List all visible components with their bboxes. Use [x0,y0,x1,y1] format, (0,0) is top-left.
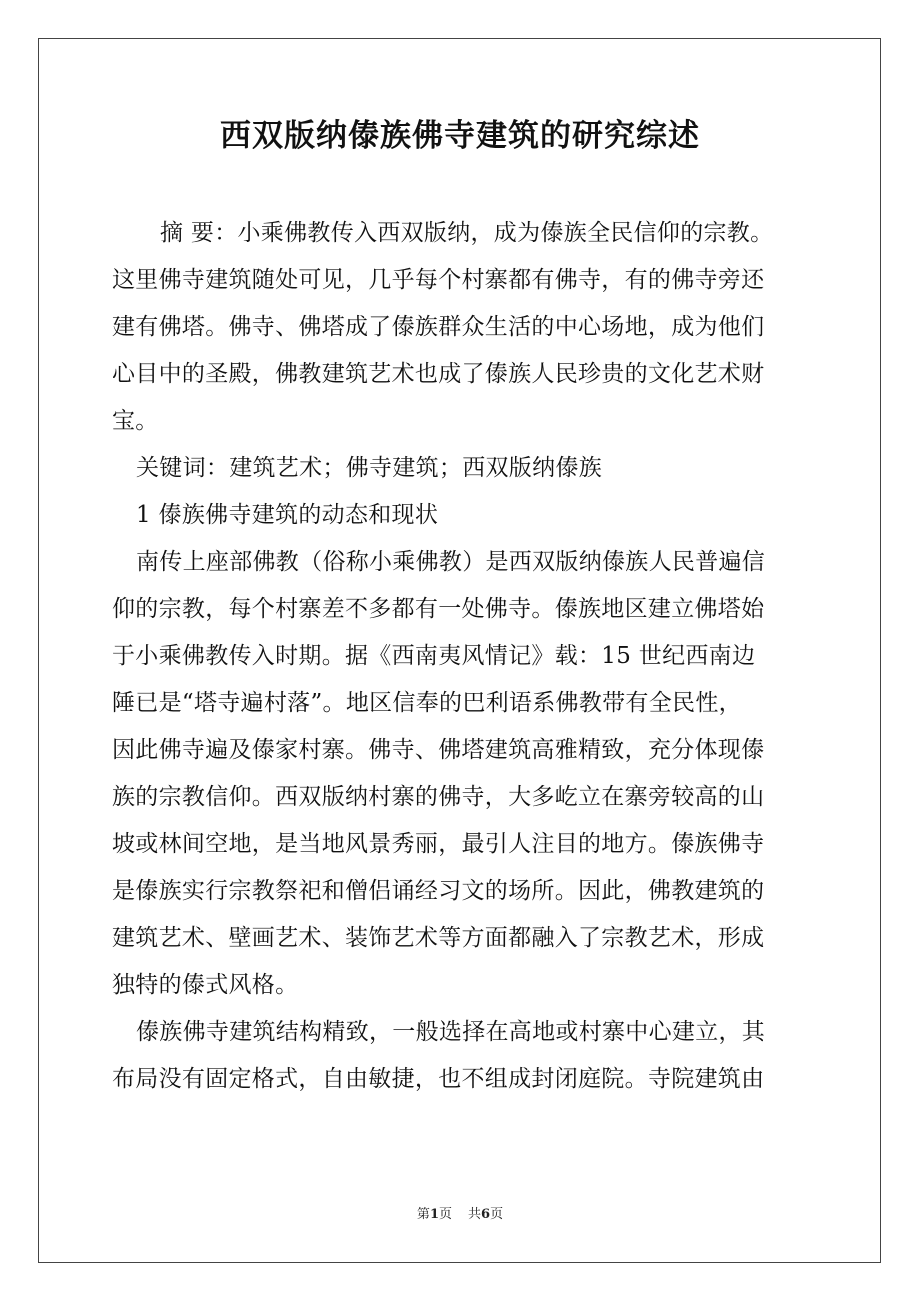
document-body [112,210,812,1103]
paragraph-line: 是傣族实行宗教祭祀和僧侣诵经习文的场所。因此，佛教建筑的 [112,878,765,904]
abstract-line: 建有佛塔。佛寺、佛塔成了傣族群众生活的中心场地，成为他们 [112,314,765,340]
page-label-prefix: 第 [416,1207,430,1222]
current-page-number: 1 [429,1207,439,1222]
paragraph-line: 因此佛寺遍及傣家村寨。佛寺、佛塔建筑高雅精致，充分体现傣 [112,737,765,763]
paragraph-line: 于小乘佛教传入时期。据《西南夷风情记》载：15 世纪西南边 [112,643,756,669]
abstract-line: 心目中的圣殿，佛教建筑艺术也成了傣族人民珍贵的文化艺术财 [112,361,765,387]
keywords-line: 关键词：建筑艺术；佛寺建筑；西双版纳傣族 [136,455,602,481]
abstract-line: 宝。 [112,408,159,434]
paragraph-line: 布局没有固定格式，自由敏捷，也不组成封闭庭院。寺院建筑由 [112,1066,765,1092]
total-label-prefix: 共 [468,1207,482,1222]
paragraph-line: 南传上座部佛教（俗称小乘佛教）是西双版纳傣族人民普遍信 [136,549,766,575]
total-page-number: 6 [481,1207,491,1222]
paragraph-line: 独特的傣式风格。 [112,972,299,998]
page-footer [0,1205,920,1225]
paragraph-line: 仰的宗教，每个村寨差不多都有一处佛寺。傣族地区建立佛塔始 [112,596,765,622]
document-title: 西双版纳傣族佛寺建筑的研究综述 [220,118,700,154]
paragraph-line: 建筑艺术、壁画艺术、装饰艺术等方面都融入了宗教艺术，形成 [112,925,765,951]
section-heading: 1 傣族佛寺建筑的动态和现状 [136,502,439,528]
abstract-line: 摘 要：小乘佛教传入西双版纳，成为傣族全民信仰的宗教。 [160,220,774,246]
paragraph-line: 傣族佛寺建筑结构精致，一般选择在高地或村寨中心建立，其 [136,1019,766,1045]
paragraph-line: 坡或林间空地，是当地风景秀丽，最引人注目的地方。傣族佛寺 [112,831,765,857]
page-label-suffix: 页 [438,1207,452,1222]
abstract-line: 这里佛寺建筑随处可见，几乎每个村寨都有佛寺，有的佛寺旁还 [112,267,765,293]
paragraph-line: 陲已是“塔寺遍村落”。地区信奉的巴利语系佛教带有全民性， [112,690,742,716]
total-label-suffix: 页 [490,1207,504,1222]
paragraph-line: 族的宗教信仰。西双版纳村寨的佛寺，大多屹立在寨旁较高的山 [112,784,765,810]
